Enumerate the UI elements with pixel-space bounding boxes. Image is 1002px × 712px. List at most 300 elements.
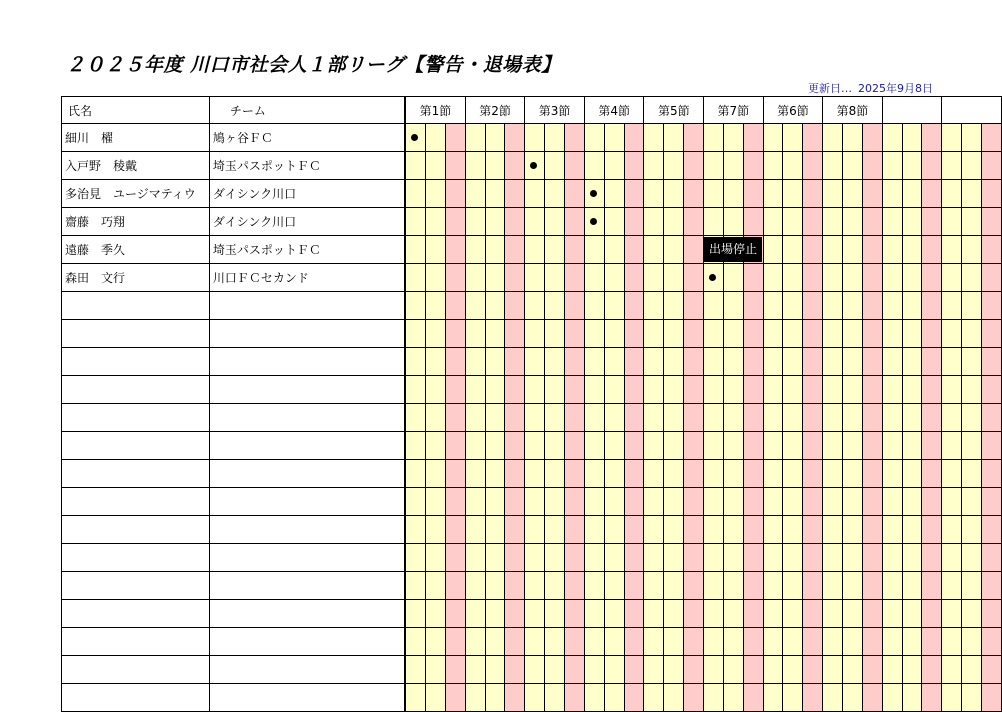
team-name xyxy=(209,628,405,656)
match-cell xyxy=(723,264,743,292)
match-cell xyxy=(584,320,604,348)
match-cell xyxy=(704,236,758,264)
match-cell xyxy=(445,656,465,684)
match-cell xyxy=(862,208,882,236)
match-cell xyxy=(783,264,803,292)
match-cell xyxy=(405,572,425,600)
match-cell xyxy=(922,320,942,348)
team-name xyxy=(209,460,405,488)
match-cell xyxy=(723,684,743,712)
match-cell xyxy=(505,432,525,460)
match-cell xyxy=(962,152,982,180)
match-cell xyxy=(862,376,882,404)
match-cell xyxy=(763,264,783,292)
match-cell xyxy=(485,264,505,292)
match-cell xyxy=(465,684,485,712)
match-cell xyxy=(604,488,624,516)
match-cell xyxy=(545,236,565,264)
match-cell xyxy=(545,488,565,516)
player-name xyxy=(62,348,210,376)
match-cell xyxy=(723,404,743,432)
match-cell xyxy=(862,124,882,152)
team-name xyxy=(209,656,405,684)
match-cell xyxy=(723,572,743,600)
player-name: 細川 櫂 xyxy=(62,124,210,152)
match-cell xyxy=(525,152,545,180)
match-cell xyxy=(783,628,803,656)
match-cell xyxy=(962,264,982,292)
match-cell xyxy=(743,348,763,376)
match-cell xyxy=(644,488,664,516)
match-cell xyxy=(525,432,545,460)
match-cell xyxy=(684,656,704,684)
match-cell xyxy=(922,572,942,600)
match-cell xyxy=(664,432,684,460)
match-cell xyxy=(803,600,823,628)
match-cell xyxy=(684,292,704,320)
match-cell xyxy=(525,236,545,264)
match-cell xyxy=(445,544,465,572)
match-cell xyxy=(445,124,465,152)
match-cell xyxy=(723,180,743,208)
match-cell xyxy=(902,404,922,432)
match-cell xyxy=(723,432,743,460)
match-cell xyxy=(405,460,425,488)
match-cell xyxy=(485,348,505,376)
match-cell xyxy=(981,320,1001,348)
match-cell xyxy=(962,236,982,264)
match-cell xyxy=(803,180,823,208)
team-name xyxy=(209,432,405,460)
match-cell xyxy=(465,488,485,516)
match-cell xyxy=(843,516,863,544)
match-cell xyxy=(684,124,704,152)
warning-dot xyxy=(709,274,716,281)
match-cell xyxy=(664,124,684,152)
match-cell xyxy=(862,404,882,432)
match-cell xyxy=(684,152,704,180)
match-cell xyxy=(525,516,545,544)
match-cell xyxy=(664,572,684,600)
player-name: 入戸野 稜戴 xyxy=(62,152,210,180)
match-cell xyxy=(783,684,803,712)
match-cell xyxy=(465,600,485,628)
match-cell xyxy=(981,544,1001,572)
match-cell xyxy=(445,348,465,376)
match-cell xyxy=(922,180,942,208)
match-cell xyxy=(743,432,763,460)
match-cell xyxy=(723,208,743,236)
match-cell xyxy=(843,264,863,292)
match-cell xyxy=(465,656,485,684)
match-cell xyxy=(405,236,425,264)
match-cell xyxy=(763,628,783,656)
match-cell xyxy=(823,348,843,376)
match-cell xyxy=(922,404,942,432)
match-cell xyxy=(763,236,783,264)
match-cell xyxy=(743,376,763,404)
match-cell xyxy=(723,376,743,404)
table-row xyxy=(62,432,1002,460)
team-name: ダイシンク川口 xyxy=(209,180,405,208)
match-cell xyxy=(545,656,565,684)
match-cell xyxy=(664,544,684,572)
match-cell xyxy=(704,180,724,208)
match-cell xyxy=(981,404,1001,432)
table-row xyxy=(62,684,1002,712)
match-cell xyxy=(565,264,585,292)
match-cell xyxy=(942,600,962,628)
match-cell xyxy=(743,488,763,516)
match-cell xyxy=(922,516,942,544)
match-cell xyxy=(882,572,902,600)
match-cell xyxy=(485,404,505,432)
player-name xyxy=(62,488,210,516)
match-cell xyxy=(981,124,1001,152)
match-cell xyxy=(525,656,545,684)
match-cell xyxy=(485,320,505,348)
match-cell xyxy=(624,264,644,292)
match-cell xyxy=(604,236,624,264)
match-cell xyxy=(664,376,684,404)
match-cell xyxy=(942,572,962,600)
header-team: チーム xyxy=(209,97,405,124)
match-cell xyxy=(485,124,505,152)
match-cell xyxy=(525,124,545,152)
match-cell xyxy=(604,292,624,320)
match-cell xyxy=(922,432,942,460)
match-cell xyxy=(882,488,902,516)
match-cell xyxy=(962,180,982,208)
match-cell xyxy=(743,404,763,432)
match-cell xyxy=(405,432,425,460)
match-cell xyxy=(405,264,425,292)
match-cell xyxy=(584,488,604,516)
match-cell xyxy=(743,600,763,628)
match-cell xyxy=(962,488,982,516)
match-cell xyxy=(862,684,882,712)
match-cell xyxy=(426,208,446,236)
table-row xyxy=(62,208,1002,236)
match-cell xyxy=(962,320,982,348)
match-cell xyxy=(426,124,446,152)
match-cell xyxy=(505,572,525,600)
match-cell xyxy=(644,152,664,180)
match-cell xyxy=(704,600,724,628)
match-cell xyxy=(644,124,664,152)
player-name xyxy=(62,432,210,460)
player-name: 齋藤 巧翔 xyxy=(62,208,210,236)
match-cell xyxy=(942,656,962,684)
header-section: 第3節 xyxy=(525,97,585,124)
match-cell xyxy=(942,320,962,348)
match-cell xyxy=(604,656,624,684)
match-cell xyxy=(843,376,863,404)
match-cell xyxy=(565,460,585,488)
match-cell xyxy=(843,124,863,152)
match-cell xyxy=(624,544,644,572)
match-cell xyxy=(981,572,1001,600)
header-section: 第6節 xyxy=(763,97,823,124)
team-name xyxy=(209,572,405,600)
match-cell xyxy=(981,376,1001,404)
match-cell xyxy=(962,628,982,656)
match-cell xyxy=(783,544,803,572)
match-cell xyxy=(405,404,425,432)
suspension-badge: 出場停止 xyxy=(704,237,762,262)
player-name: 森田 文行 xyxy=(62,264,210,292)
match-cell xyxy=(981,656,1001,684)
match-cell xyxy=(604,152,624,180)
match-cell xyxy=(823,628,843,656)
match-cell xyxy=(684,628,704,656)
match-cell xyxy=(783,404,803,432)
match-cell xyxy=(684,348,704,376)
match-cell xyxy=(981,516,1001,544)
match-cell xyxy=(644,180,664,208)
match-cell xyxy=(405,348,425,376)
match-cell xyxy=(862,600,882,628)
match-cell xyxy=(704,376,724,404)
match-cell xyxy=(942,180,962,208)
match-cell xyxy=(465,292,485,320)
match-cell xyxy=(525,348,545,376)
match-cell xyxy=(684,376,704,404)
match-cell xyxy=(405,656,425,684)
match-cell xyxy=(962,656,982,684)
table-row xyxy=(62,152,1002,180)
match-cell xyxy=(664,208,684,236)
match-cell xyxy=(823,544,843,572)
match-cell xyxy=(545,572,565,600)
table-row xyxy=(62,292,1002,320)
team-name xyxy=(209,544,405,572)
match-cell xyxy=(843,628,863,656)
match-cell xyxy=(465,180,485,208)
match-cell xyxy=(882,628,902,656)
table-row xyxy=(62,404,1002,432)
match-cell xyxy=(882,684,902,712)
match-cell xyxy=(942,152,962,180)
match-cell xyxy=(664,684,684,712)
match-cell xyxy=(426,180,446,208)
match-cell xyxy=(684,572,704,600)
match-cell xyxy=(545,460,565,488)
match-cell xyxy=(584,432,604,460)
match-cell xyxy=(763,124,783,152)
match-cell xyxy=(565,600,585,628)
match-cell xyxy=(426,488,446,516)
match-cell xyxy=(704,656,724,684)
match-cell xyxy=(763,656,783,684)
match-cell xyxy=(584,124,604,152)
match-cell xyxy=(922,264,942,292)
match-cell xyxy=(763,516,783,544)
match-cell xyxy=(624,152,644,180)
match-cell xyxy=(545,432,565,460)
match-cell xyxy=(565,292,585,320)
match-cell xyxy=(882,180,902,208)
match-cell xyxy=(704,348,724,376)
table-row xyxy=(62,320,1002,348)
match-cell xyxy=(505,236,525,264)
match-cell xyxy=(565,152,585,180)
match-cell xyxy=(684,432,704,460)
match-cell xyxy=(902,516,922,544)
match-cell xyxy=(882,320,902,348)
player-name: 遠藤 季久 xyxy=(62,236,210,264)
match-cell xyxy=(922,376,942,404)
match-cell xyxy=(882,544,902,572)
match-cell xyxy=(723,292,743,320)
warning-dot xyxy=(590,190,597,197)
match-cell xyxy=(783,180,803,208)
team-name: 鳩ヶ谷ＦＣ xyxy=(209,124,405,152)
match-cell xyxy=(704,544,724,572)
match-cell xyxy=(843,600,863,628)
match-cell xyxy=(604,684,624,712)
updated-info xyxy=(808,80,939,96)
match-cell xyxy=(545,152,565,180)
match-cell xyxy=(485,488,505,516)
match-cell xyxy=(803,124,823,152)
table-row xyxy=(62,600,1002,628)
match-cell xyxy=(942,236,962,264)
match-cell xyxy=(565,544,585,572)
match-cell xyxy=(565,376,585,404)
match-cell xyxy=(823,124,843,152)
match-cell xyxy=(783,292,803,320)
match-cell xyxy=(803,404,823,432)
match-cell xyxy=(525,628,545,656)
match-cell xyxy=(465,432,485,460)
table-row xyxy=(62,656,1002,684)
player-name xyxy=(62,460,210,488)
match-cell xyxy=(485,516,505,544)
match-cell xyxy=(843,656,863,684)
match-cell xyxy=(823,460,843,488)
match-cell xyxy=(981,432,1001,460)
match-cell xyxy=(704,152,724,180)
match-cell xyxy=(445,600,465,628)
match-cell xyxy=(803,348,823,376)
match-cell xyxy=(902,628,922,656)
match-cell xyxy=(485,236,505,264)
match-cell xyxy=(763,348,783,376)
match-cell xyxy=(664,488,684,516)
match-cell xyxy=(644,292,664,320)
match-cell xyxy=(644,376,664,404)
match-cell xyxy=(723,516,743,544)
warning-dot xyxy=(590,218,597,225)
match-cell xyxy=(624,572,644,600)
match-cell xyxy=(624,292,644,320)
match-cell xyxy=(684,488,704,516)
match-cell xyxy=(624,208,644,236)
match-cell xyxy=(902,376,922,404)
match-cell xyxy=(942,404,962,432)
match-cell xyxy=(565,572,585,600)
match-cell xyxy=(644,404,664,432)
player-name xyxy=(62,684,210,712)
match-cell xyxy=(862,180,882,208)
match-cell xyxy=(584,376,604,404)
match-cell xyxy=(565,124,585,152)
match-cell xyxy=(426,628,446,656)
match-cell xyxy=(743,460,763,488)
match-cell xyxy=(565,180,585,208)
match-cell xyxy=(723,544,743,572)
match-cell xyxy=(565,488,585,516)
match-cell xyxy=(565,628,585,656)
match-cell xyxy=(505,544,525,572)
match-cell xyxy=(426,572,446,600)
match-cell xyxy=(902,656,922,684)
match-cell xyxy=(624,684,644,712)
match-cell xyxy=(763,488,783,516)
table-row xyxy=(62,180,1002,208)
match-cell xyxy=(644,320,664,348)
team-name xyxy=(209,292,405,320)
match-cell xyxy=(962,684,982,712)
match-cell xyxy=(902,684,922,712)
match-cell xyxy=(426,320,446,348)
match-cell xyxy=(604,600,624,628)
match-cell xyxy=(545,376,565,404)
match-cell xyxy=(743,264,763,292)
match-cell xyxy=(624,600,644,628)
match-cell xyxy=(604,348,624,376)
match-cell xyxy=(604,180,624,208)
match-cell xyxy=(644,516,664,544)
match-cell xyxy=(684,516,704,544)
match-cell xyxy=(565,516,585,544)
match-cell xyxy=(584,600,604,628)
match-cell xyxy=(763,544,783,572)
match-cell xyxy=(445,404,465,432)
match-cell xyxy=(902,292,922,320)
match-cell xyxy=(922,152,942,180)
match-cell xyxy=(545,180,565,208)
match-cell xyxy=(882,656,902,684)
match-cell xyxy=(862,572,882,600)
match-cell xyxy=(584,544,604,572)
match-cell xyxy=(604,628,624,656)
match-cell xyxy=(942,432,962,460)
match-cell xyxy=(862,320,882,348)
match-cell xyxy=(942,684,962,712)
match-cell xyxy=(445,264,465,292)
match-cell xyxy=(922,460,942,488)
match-cell xyxy=(465,152,485,180)
match-cell xyxy=(426,544,446,572)
team-name xyxy=(209,376,405,404)
team-name xyxy=(209,320,405,348)
player-name xyxy=(62,544,210,572)
match-cell xyxy=(545,124,565,152)
match-cell xyxy=(823,572,843,600)
match-cell xyxy=(525,544,545,572)
match-cell xyxy=(445,208,465,236)
match-cell xyxy=(823,236,843,264)
match-cell xyxy=(565,432,585,460)
match-cell xyxy=(962,404,982,432)
match-cell xyxy=(823,264,843,292)
match-cell xyxy=(922,236,942,264)
match-cell xyxy=(823,684,843,712)
match-cell xyxy=(505,376,525,404)
match-cell xyxy=(862,432,882,460)
